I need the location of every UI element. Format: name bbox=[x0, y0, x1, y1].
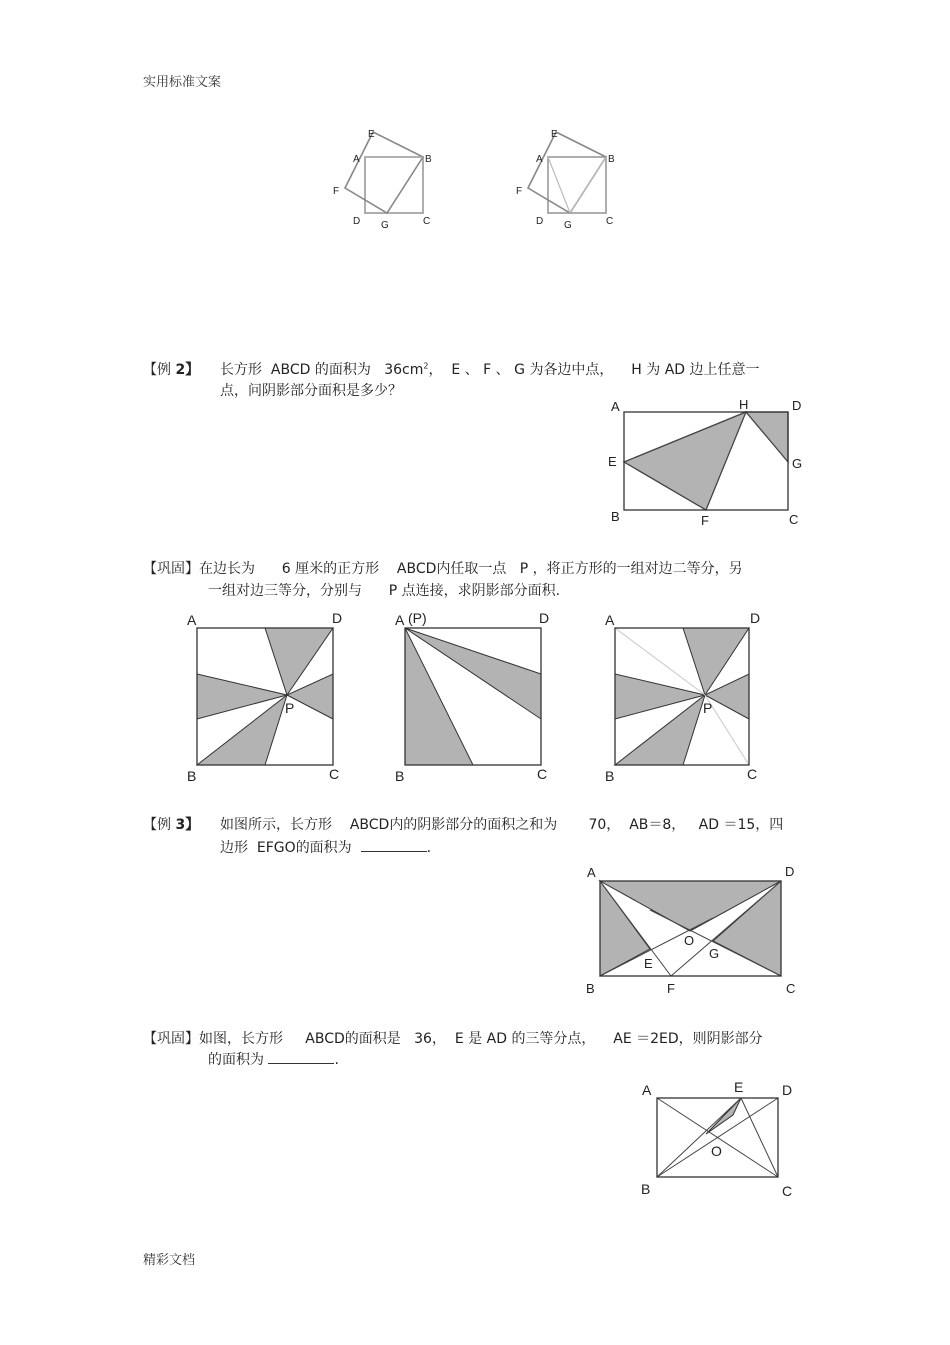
label-e: E bbox=[368, 129, 375, 140]
label-b: B bbox=[611, 509, 620, 524]
page-footer: 精彩文档 bbox=[143, 1253, 196, 1268]
label-h: H bbox=[739, 397, 749, 412]
label-b: B bbox=[586, 981, 595, 996]
consolidation-1-line-1: 【巩固】在边长为 6 厘米的正方形 ABCD内任取一点 P ，将正方形的一组对边二等分，另 bbox=[143, 561, 743, 577]
label-d: D bbox=[792, 398, 802, 413]
figure-example-2 bbox=[600, 397, 810, 532]
label-e: E bbox=[551, 129, 558, 140]
label-c: C bbox=[786, 981, 796, 996]
label-f: F bbox=[667, 981, 675, 996]
figure-square-pair-right bbox=[508, 122, 628, 232]
label-d: D bbox=[353, 216, 361, 227]
label-p: (P) bbox=[408, 610, 427, 626]
label-d: D bbox=[782, 1082, 793, 1098]
label-p: P bbox=[285, 700, 295, 716]
label-a: A bbox=[611, 399, 620, 414]
example-3-line-2: 边形 EFGO的面积为 . bbox=[220, 840, 432, 856]
label-c: C bbox=[423, 216, 431, 227]
consolidation-2-line-1: 【巩固】如图，长方形 ABCD的面积是 36， E 是 AD 的三等分点， AE ＝2ED，则阴影部分 bbox=[143, 1031, 763, 1047]
figure-square-pair-left bbox=[325, 122, 445, 232]
label-c: C bbox=[537, 766, 548, 782]
label-c: C bbox=[789, 512, 799, 527]
example-2-line-2: 点，问阴影部分面积是多少？ bbox=[220, 383, 402, 399]
label-f: F bbox=[701, 513, 709, 528]
label-g: G bbox=[792, 456, 803, 471]
label-a: A bbox=[587, 865, 596, 880]
label-a: A bbox=[536, 154, 543, 165]
label-d: D bbox=[750, 610, 761, 626]
label-b: B bbox=[187, 768, 197, 784]
label-a: A bbox=[642, 1082, 652, 1098]
answer-blank[interactable] bbox=[268, 1051, 334, 1064]
label-a: A bbox=[605, 612, 615, 628]
label-c: C bbox=[606, 216, 614, 227]
label-e: E bbox=[608, 454, 617, 469]
example-2-tag: 【例 2】 bbox=[143, 362, 200, 378]
figure-consolidation-2 bbox=[635, 1075, 800, 1205]
label-c: C bbox=[747, 766, 758, 782]
label-c: C bbox=[782, 1183, 793, 1199]
label-b: B bbox=[608, 154, 615, 165]
page-header: 实用标准文案 bbox=[143, 75, 222, 90]
label-e: E bbox=[644, 956, 653, 971]
label-g: G bbox=[564, 220, 572, 231]
figure-example-3 bbox=[580, 860, 795, 1000]
example-3-line-1: 如图所示，长方形 ABCD内的阴影部分的面积之和为 70， AB＝8， AD ＝15，四 bbox=[220, 817, 784, 833]
label-d: D bbox=[539, 610, 550, 626]
label-g: G bbox=[709, 946, 720, 961]
consolidation-2-line-2: 的面积为 . bbox=[208, 1052, 339, 1068]
label-g: G bbox=[381, 220, 389, 231]
figure-consolidation-1-a bbox=[180, 605, 350, 790]
label-d: D bbox=[536, 216, 544, 227]
answer-blank[interactable] bbox=[361, 839, 427, 852]
label-b: B bbox=[425, 154, 432, 165]
label-d: D bbox=[332, 610, 343, 626]
figure-consolidation-1-c bbox=[598, 605, 768, 790]
label-e: E bbox=[734, 1079, 744, 1095]
label-o: O bbox=[684, 933, 695, 948]
label-p: P bbox=[703, 700, 713, 716]
label-f: F bbox=[516, 186, 523, 197]
label-a: A bbox=[395, 612, 405, 628]
label-a: A bbox=[187, 612, 197, 628]
label-b: B bbox=[395, 768, 405, 784]
label-c: C bbox=[329, 766, 340, 782]
label-d: D bbox=[785, 864, 795, 879]
consolidation-1-line-2: 一组对边三等分，分别与 P 点连接，求阴影部分面积. bbox=[208, 583, 561, 599]
label-b: B bbox=[641, 1181, 651, 1197]
label-f: F bbox=[333, 186, 340, 197]
figure-consolidation-1-b bbox=[390, 605, 560, 790]
label-a: A bbox=[353, 154, 360, 165]
label-o: O bbox=[711, 1143, 722, 1159]
example-2-line-1: 长方形 ABCD 的面积为 $36cm^2$， E 、 F 、 G 为各边中点， H 为 AD 边上任意一 bbox=[220, 361, 760, 378]
example-3-tag: 【例 3】 bbox=[143, 817, 200, 833]
label-b: B bbox=[605, 768, 615, 784]
